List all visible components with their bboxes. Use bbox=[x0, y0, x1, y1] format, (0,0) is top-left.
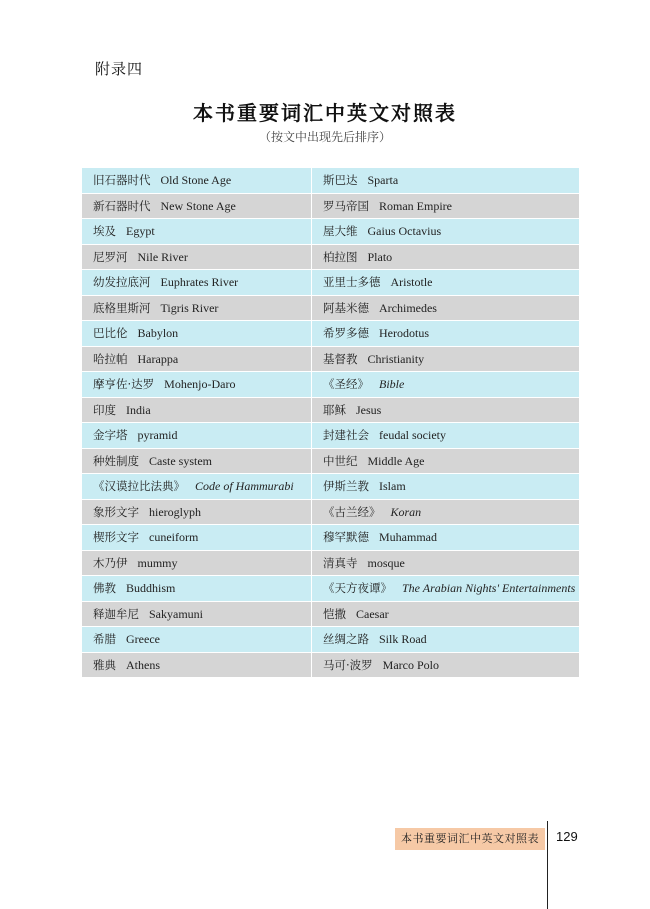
term-cell-right bbox=[312, 321, 580, 347]
table-row bbox=[82, 270, 580, 296]
english-term: Caesar bbox=[356, 606, 389, 621]
table-row bbox=[82, 321, 580, 347]
chinese-term: 屋大维 bbox=[323, 224, 358, 239]
chinese-term: 斯巴达 bbox=[323, 173, 358, 188]
chinese-term: 丝绸之路 bbox=[323, 632, 369, 647]
chinese-term: 穆罕默德 bbox=[323, 530, 369, 545]
english-term: Sakyamuni bbox=[149, 606, 203, 621]
term-cell-right bbox=[312, 397, 580, 423]
term-cell-left bbox=[82, 372, 312, 398]
term-cell-left bbox=[82, 499, 312, 525]
vocabulary-table bbox=[81, 167, 580, 678]
english-term: Archimedes bbox=[379, 300, 437, 315]
chinese-term: 《古兰经》 bbox=[323, 504, 381, 519]
term-cell-right bbox=[312, 652, 580, 678]
chinese-term: 亚里士多德 bbox=[323, 275, 381, 290]
english-term: Tigris River bbox=[160, 300, 219, 315]
english-term: Caste system bbox=[149, 453, 212, 468]
english-term: Roman Empire bbox=[379, 198, 452, 213]
term-cell-left bbox=[82, 576, 312, 602]
chinese-term: 楔形文字 bbox=[93, 530, 139, 545]
chinese-term: 罗马帝国 bbox=[323, 198, 369, 213]
english-term: Islam bbox=[379, 479, 406, 494]
english-term: Buddhism bbox=[126, 581, 176, 596]
page-title: 本书重要词汇中英文对照表 bbox=[193, 101, 457, 125]
table-row bbox=[82, 448, 580, 474]
term-cell-right bbox=[312, 295, 580, 321]
footer-section-tab: 本书重要词汇中英文对照表 bbox=[395, 828, 545, 850]
english-term: Mohenjo-Daro bbox=[164, 377, 236, 392]
english-term: Bible bbox=[379, 377, 405, 392]
term-cell-right bbox=[312, 499, 580, 525]
english-term: Euphrates River bbox=[160, 275, 239, 290]
term-cell-left bbox=[82, 474, 312, 500]
english-term: New Stone Age bbox=[160, 198, 236, 213]
chinese-term: 《圣经》 bbox=[323, 377, 369, 392]
table-row bbox=[82, 397, 580, 423]
table-row bbox=[82, 372, 580, 398]
table-row bbox=[82, 168, 580, 194]
english-term: pyramid bbox=[137, 428, 178, 443]
term-cell-right bbox=[312, 193, 580, 219]
chinese-term: 希腊 bbox=[93, 632, 116, 647]
term-cell-right bbox=[312, 601, 580, 627]
term-cell-right bbox=[312, 168, 580, 194]
chinese-term: 清真寺 bbox=[323, 555, 358, 570]
term-cell-right bbox=[312, 346, 580, 372]
term-cell-left bbox=[82, 448, 312, 474]
english-term: India bbox=[126, 402, 151, 417]
table-row bbox=[82, 652, 580, 678]
page-number: 129 bbox=[556, 829, 578, 844]
table-row bbox=[82, 219, 580, 245]
english-term: The Arabian Nights' Entertainments bbox=[402, 581, 576, 596]
vocabulary-table-body bbox=[82, 168, 580, 678]
english-term: Middle Age bbox=[367, 453, 425, 468]
table-row bbox=[82, 499, 580, 525]
chinese-term: 印度 bbox=[93, 402, 116, 417]
chinese-term: 摩亨佐·达罗 bbox=[93, 377, 155, 392]
english-term: Old Stone Age bbox=[160, 173, 232, 188]
chinese-term: 旧石器时代 bbox=[93, 173, 151, 188]
table-row bbox=[82, 295, 580, 321]
english-term: feudal society bbox=[379, 428, 446, 443]
english-term: Marco Polo bbox=[382, 657, 439, 672]
table-row bbox=[82, 244, 580, 270]
term-cell-left bbox=[82, 423, 312, 449]
chinese-term: 尼罗河 bbox=[93, 249, 128, 264]
term-cell-left bbox=[82, 321, 312, 347]
table-row bbox=[82, 576, 580, 602]
chinese-term: 马可·波罗 bbox=[323, 657, 373, 672]
term-cell-right bbox=[312, 219, 580, 245]
english-term: Aristotle bbox=[390, 275, 433, 290]
term-cell-right bbox=[312, 270, 580, 296]
term-cell-right bbox=[312, 525, 580, 551]
chinese-term: 伊斯兰教 bbox=[323, 479, 369, 494]
term-cell-left bbox=[82, 525, 312, 551]
table-row bbox=[82, 627, 580, 653]
chinese-term: 中世纪 bbox=[323, 453, 358, 468]
term-cell-left bbox=[82, 244, 312, 270]
term-cell-right bbox=[312, 423, 580, 449]
chinese-term: 封建社会 bbox=[323, 428, 369, 443]
english-term: mummy bbox=[137, 555, 178, 570]
english-term: Muhammad bbox=[379, 530, 437, 545]
english-term: Nile River bbox=[137, 249, 188, 264]
chinese-term: 巴比伦 bbox=[93, 326, 128, 341]
chinese-term: 基督教 bbox=[323, 351, 358, 366]
term-cell-left bbox=[82, 219, 312, 245]
chinese-term: 金字塔 bbox=[93, 428, 128, 443]
chinese-term: 象形文字 bbox=[93, 504, 139, 519]
chinese-term: 木乃伊 bbox=[93, 555, 128, 570]
term-cell-right bbox=[312, 627, 580, 653]
term-cell-left bbox=[82, 168, 312, 194]
chinese-term: 《天方夜谭》 bbox=[323, 581, 392, 596]
english-term: Babylon bbox=[137, 326, 179, 341]
appendix-label: 附录四 bbox=[95, 60, 144, 78]
term-cell-left bbox=[82, 652, 312, 678]
english-term: Athens bbox=[126, 657, 160, 672]
english-term: Koran bbox=[390, 504, 422, 519]
term-cell-right bbox=[312, 576, 580, 602]
english-term: Sparta bbox=[367, 173, 399, 188]
english-term: hieroglyph bbox=[149, 504, 201, 519]
english-term: Harappa bbox=[137, 351, 179, 366]
table-row bbox=[82, 525, 580, 551]
term-cell-right bbox=[312, 372, 580, 398]
chinese-term: 佛教 bbox=[93, 581, 116, 596]
table-row bbox=[82, 423, 580, 449]
term-cell-right bbox=[312, 448, 580, 474]
english-term: Christianity bbox=[367, 351, 425, 366]
term-cell-left bbox=[82, 270, 312, 296]
term-cell-left bbox=[82, 601, 312, 627]
chinese-term: 《汉谟拉比法典》 bbox=[93, 479, 185, 494]
table-row bbox=[82, 346, 580, 372]
term-cell-right bbox=[312, 244, 580, 270]
english-term: Code of Hammurabi bbox=[195, 479, 294, 494]
table-row bbox=[82, 193, 580, 219]
chinese-term: 雅典 bbox=[93, 657, 116, 672]
term-cell-right bbox=[312, 550, 580, 576]
english-term: Greece bbox=[126, 632, 160, 647]
english-term: mosque bbox=[367, 555, 405, 570]
footer-divider bbox=[547, 821, 548, 909]
english-term: Egypt bbox=[126, 224, 155, 239]
term-cell-left bbox=[82, 295, 312, 321]
chinese-term: 阿基米德 bbox=[323, 300, 369, 315]
term-cell-left bbox=[82, 550, 312, 576]
chinese-term: 埃及 bbox=[93, 224, 116, 239]
chinese-term: 希罗多德 bbox=[323, 326, 369, 341]
english-term: Plato bbox=[367, 249, 393, 264]
chinese-term: 柏拉图 bbox=[323, 249, 358, 264]
english-term: Herodotus bbox=[379, 326, 429, 341]
chinese-term: 底格里斯河 bbox=[93, 300, 151, 315]
chinese-term: 耶稣 bbox=[323, 402, 346, 417]
chinese-term: 新石器时代 bbox=[93, 198, 151, 213]
table-row bbox=[82, 601, 580, 627]
english-term: cuneiform bbox=[149, 530, 199, 545]
term-cell-left bbox=[82, 627, 312, 653]
page-subtitle: （按文中出现先后排序） bbox=[258, 130, 391, 144]
chinese-term: 哈拉帕 bbox=[93, 351, 128, 366]
table-row bbox=[82, 550, 580, 576]
chinese-term: 释迦牟尼 bbox=[93, 606, 139, 621]
chinese-term: 幼发拉底河 bbox=[93, 275, 151, 290]
term-cell-left bbox=[82, 346, 312, 372]
english-term: Jesus bbox=[356, 402, 382, 417]
chinese-term: 恺撒 bbox=[323, 606, 346, 621]
term-cell-left bbox=[82, 397, 312, 423]
chinese-term: 种姓制度 bbox=[93, 453, 139, 468]
term-cell-left bbox=[82, 193, 312, 219]
english-term: Silk Road bbox=[379, 632, 427, 647]
table-row bbox=[82, 474, 580, 500]
english-term: Gaius Octavius bbox=[367, 224, 442, 239]
term-cell-right bbox=[312, 474, 580, 500]
